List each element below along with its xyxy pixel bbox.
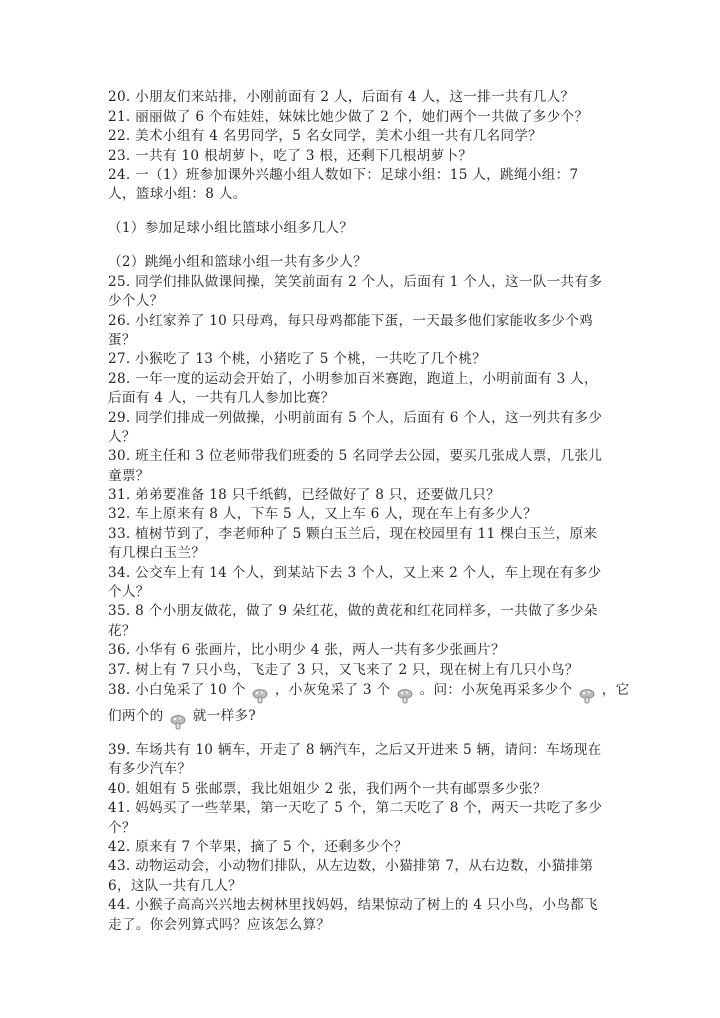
question-42: 42. 原来有 7 个苹果，摘了 5 个，还剩多少个？ bbox=[108, 839, 408, 855]
question-30: 30. 班主任和 3 位老师带我们班委的 5 名同学去公园，要买几张成人票，几张儿 bbox=[108, 448, 603, 464]
question-21: 21. 丽丽做了 6 个布娃娃，妹妹比她少做了 2 个，她们两个一共做了多少个？ bbox=[108, 109, 589, 125]
mushroom-icon bbox=[579, 688, 595, 704]
question-44-cont: 走了。你会列算式吗？应该怎么算？ bbox=[108, 917, 331, 933]
q38-part6: 就一样多? bbox=[192, 708, 256, 724]
mushroom-icon bbox=[170, 714, 186, 730]
question-41-cont: 个？ bbox=[108, 820, 136, 836]
question-34-cont: 个人？ bbox=[108, 584, 150, 600]
question-24: 24. 一（1）班参加课外兴趣小组人数如下：足球小组：15 人，跳绳小组：7 bbox=[108, 167, 579, 183]
question-26: 26. 小红家养了 10 只母鸡，每只母鸡都能下蛋，一天最多他们家能收多少个鸡 bbox=[108, 313, 593, 329]
question-31: 31. 弟弟要准备 18 只千纸鹤，已经做好了 8 只，还要做几只？ bbox=[108, 487, 501, 503]
question-40: 40. 姐姐有 5 张邮票，我比姐姐少 2 张，我们两个一共有邮票多少张？ bbox=[108, 781, 547, 797]
question-36: 36. 小华有 6 张画片，比小明少 4 张，两人一共有多少张画片？ bbox=[108, 642, 505, 658]
mushroom-icon bbox=[397, 688, 413, 704]
question-39-cont: 有多少汽车？ bbox=[108, 761, 192, 777]
question-22: 22. 美术小组有 4 名男同学，5 名女同学，美术小组一共有几名同学？ bbox=[108, 128, 543, 144]
question-35: 35. 8 个小朋友做花，做了 9 朵红花，做的黄花和红花同样多，一共做了多少朵 bbox=[108, 603, 598, 619]
question-25: 25. 同学们排队做课间操，笑笑前面有 2 个人，后面有 1 个人，这一队一共有多 bbox=[108, 274, 603, 290]
question-28-cont: 后面有 4 人，一共有几人参加比赛？ bbox=[108, 390, 335, 406]
question-38 bbox=[108, 680, 630, 704]
question-33: 33. 植树节到了，李老师种了 5 颗白玉兰后，现在校园里有 11 棵白玉兰，原来 bbox=[108, 526, 598, 542]
question-24-cont: 人，篮球小组：8 人。 bbox=[108, 186, 247, 202]
question-25-cont: 少个人？ bbox=[108, 293, 164, 309]
question-29-cont: 人？ bbox=[108, 429, 136, 445]
q38-part5: 们两个的 bbox=[108, 708, 164, 724]
question-38-cont bbox=[108, 706, 256, 730]
question-43: 43. 动物运动会，小动物们排队，从左边数，小猫排第 7，从右边数，小猫排第 bbox=[108, 858, 594, 874]
question-27: 27. 小猴吃了 13 个桃，小猪吃了 5 个桃，一共吃了几个桃？ bbox=[108, 351, 487, 367]
question-35-cont: 花？ bbox=[108, 623, 136, 639]
question-44: 44. 小猴子高高兴兴地去树林里找妈妈，结果惊动了树上的 4 只小鸟，小鸟都飞 bbox=[108, 897, 598, 913]
question-20: 20. 小朋友们来站排，小刚前面有 2 人，后面有 4 人，这一排一共有几人？ bbox=[108, 89, 575, 105]
question-41: 41. 妈妈买了一些苹果，第一天吃了 5 个，第二天吃了 8 个，两天一共吃了多少 bbox=[108, 800, 603, 816]
q38-part2: ，小灰兔采了 3 个 bbox=[274, 682, 391, 698]
question-26-cont: 蛋？ bbox=[108, 332, 136, 348]
question-29: 29. 同学们排成一列做操，小明前面有 5 个人，后面有 6 个人，这一列共有多少 bbox=[108, 410, 603, 426]
question-32: 32. 车上原来有 8 人，下车 5 人，又上车 6 人，现在车上有多少人？ bbox=[108, 506, 538, 522]
question-43-cont: 6，这队一共有几人？ bbox=[108, 878, 242, 894]
question-28: 28. 一年一度的运动会开始了，小明参加百米赛跑，跑道上，小明前面有 3 人， bbox=[108, 371, 598, 387]
question-23: 23. 一共有 10 根胡萝卜，吃了 3 根，还剩下几根胡萝卜？ bbox=[108, 148, 473, 164]
question-30-cont: 童票？ bbox=[108, 468, 150, 484]
question-33-cont: 有几棵白玉兰？ bbox=[108, 545, 206, 561]
q38-part1: 38. 小白兔采了 10 个 bbox=[108, 682, 246, 698]
q38-part4: ，它 bbox=[601, 682, 630, 698]
question-24-sub1: （1）参加足球小组比篮球小组多几人？ bbox=[108, 220, 354, 236]
q38-part3: 。问：小灰兔再采多少个 bbox=[419, 682, 573, 698]
mushroom-icon bbox=[252, 688, 268, 704]
question-34: 34. 公交车上有 14 个人，到某站下去 3 个人，又上来 2 个人，车上现在有多少 bbox=[108, 565, 602, 581]
question-37: 37. 树上有 7 只小鸟，飞走了 3 只，又飞来了 2 只，现在树上有几只小鸟？ bbox=[108, 662, 579, 678]
question-24-sub2: （2）跳绳小组和篮球小组一共有多少人？ bbox=[108, 254, 368, 270]
question-39: 39. 车场共有 10 辆车，开走了 8 辆汽车，之后又开进来 5 辆，请问：车场现在 bbox=[108, 742, 602, 758]
